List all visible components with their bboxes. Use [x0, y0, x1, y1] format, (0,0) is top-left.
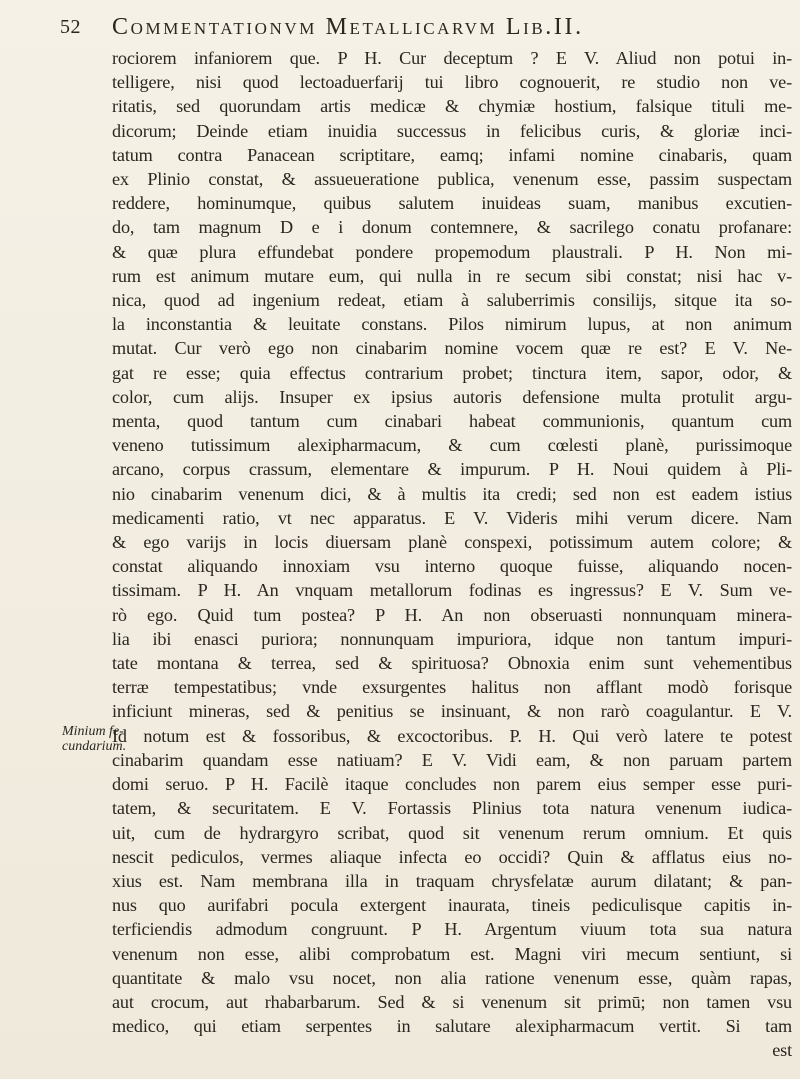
- margin-note-line: Minium fe-: [62, 724, 124, 739]
- text-line: rociorem infaniorem que. P H. Cur deceptum ? E V. Aliud non potui in-: [112, 48, 792, 68]
- text-line: terficiendis admodum congruunt. P H. Argentum viuum tota sua natura: [112, 919, 792, 940]
- text-line: telligere, nisi quod lectoaduerfarij tui libro cognouerit, re studio non ve-: [112, 72, 792, 93]
- text-line: reddere, hominumque, quibus salutem inuideas suam, manibus excutien-: [112, 193, 792, 214]
- text-line: terræ tempestatibus; vnde exsurgentes halitus non afflant modò forisque: [112, 677, 792, 698]
- body-text: [112, 46, 792, 1063]
- text-line: lia ibi enasci puriora; nonnunquam impuriora, idque non tantum impuri-: [112, 628, 792, 649]
- text-line: uit, cum de hydrargyro scribat, quod sit venenum rerum omnium. Et quis: [112, 822, 792, 843]
- text-line: aut crocum, aut rhabarbarum. Sed & si venenum sit primū; non tamen vsu: [112, 991, 792, 1012]
- text-line: tate montana & terrea, sed & spirituosa? Obnoxia enim sunt vehementibus: [112, 653, 792, 674]
- text-line: nio cinabarim venenum dici, & à multis ita credi; sed non est eadem istius: [112, 483, 792, 504]
- text-line: arcano, corpus crassum, elementare & impurum. P H. Noui quidem à Pli-: [112, 459, 792, 480]
- page-number: 52: [60, 16, 81, 38]
- text-line: nescit pediculos, vermes aliaque infecta eo occidi? Quin & afflatus eius no-: [112, 846, 792, 867]
- text-line: cinabarim quandam esse natiuam? E V. Vidi eam, & non paruam partem: [112, 749, 792, 770]
- text-line: & quæ plura effundebat pondere propemodum plaustrali. P H. Non mi-: [112, 241, 792, 262]
- text-line: tissimam. P H. An vnquam metallorum fodinas es ingressus? E V. Sum ve-: [112, 580, 792, 601]
- text-line: constat aliquando innoxiam vsu interno quoque fuisse, aliquando nocen-: [112, 556, 792, 577]
- text-line: gat re esse; quia effectus contrarium probet; tinctura item, sapor, odor, &: [112, 362, 792, 383]
- running-head: Commentationvm Metallicarvm Lib.II.: [112, 14, 584, 40]
- text-line: domi seruo. P H. Facilè itaque concludes non parem eius semper esse puri-: [112, 774, 792, 795]
- text-line: veneno tutissimum alexipharmacum, & cum cœlesti planè, purissimoque: [112, 435, 792, 456]
- text-line: ex Plinio constat, & assueueratione publica, venenum esse, passim suspectam: [112, 169, 792, 190]
- text-line: venenum non esse, alibi comprobatum est. Magni viri mecum sentiunt, si: [112, 943, 792, 964]
- text-line: rum est animum mutare eum, qui nulla in re secum sibi constat; nisi hac v-: [112, 265, 792, 286]
- page-header: [60, 10, 782, 42]
- text-line: rò ego. Quid tum postea? P H. An non obseruasti nonnunquam minera-: [112, 604, 792, 625]
- text-line: medico, qui etiam serpentes in salutare alexipharmacum vertit. Si tam: [112, 1016, 792, 1037]
- text-line: nus quo aurifabri pocula extergent inaurata, tineis pediculisque capitis in-: [112, 895, 792, 916]
- text-line: dicorum; Deinde etiam inuidia successus in felicibus curis, & gloriæ inci-: [112, 120, 792, 141]
- text-line: do, tam magnum D e i donum contemnere, & sacrilego conatu profanare:: [112, 217, 792, 238]
- text-line: tatem, & securitatem. E V. Fortassis Plinius tota natura venenum iudica-: [112, 798, 792, 819]
- margin-note-line: cundarium.: [62, 739, 127, 754]
- text-line: est: [772, 1040, 792, 1061]
- text-line: nica, quod ad ingenium redeat, etiam à saluberrimis consilijs, sitque ita so-: [112, 290, 792, 311]
- text-line: mutat. Cur verò ego non cinabarim nomine vocem quæ re est? E V. Ne-: [112, 338, 792, 359]
- text-line: color, cum alijs. Insuper ex ipsius autoris defensione multa protulit argu-: [112, 386, 792, 407]
- text-line: tatum contra Panacean scriptitare, eamq; infami nomine cinabaris, quam: [112, 144, 792, 165]
- text-line: inficiunt mineras, sed & penitius se insinuant, & non rarò coagulantur. E V.: [112, 701, 792, 722]
- text-line: ritatis, sed quorundam artis medicæ & chymiæ hostium, falsique tituli me-: [112, 96, 792, 117]
- text-line: medicamenti ratio, vt nec apparatus. E V. Videris mihi verum dicere. Nam: [112, 507, 792, 528]
- text-line: xius est. Nam membrana illa in traquam chrysfelatæ aurum dilatant; & pan-: [112, 870, 792, 891]
- margin-note: [62, 724, 126, 754]
- text-line: la inconstantia & leuitate constans. Pilos nimirum lupus, at non animum: [112, 314, 792, 335]
- text-line: Id notum est & fossoribus, & excoctoribus. P. H. Qui verò latere te potest: [112, 725, 792, 746]
- text-line: menta, quod tantum cum cinabari habeat communionis, quantum cum: [112, 411, 792, 432]
- text-line: quantitate & malo vsu nocet, non alia ratione venenum esse, quàm rapas,: [112, 967, 792, 988]
- text-line: & ego varijs in locis diuersam planè conspexi, potissimum autem colore; &: [112, 532, 792, 553]
